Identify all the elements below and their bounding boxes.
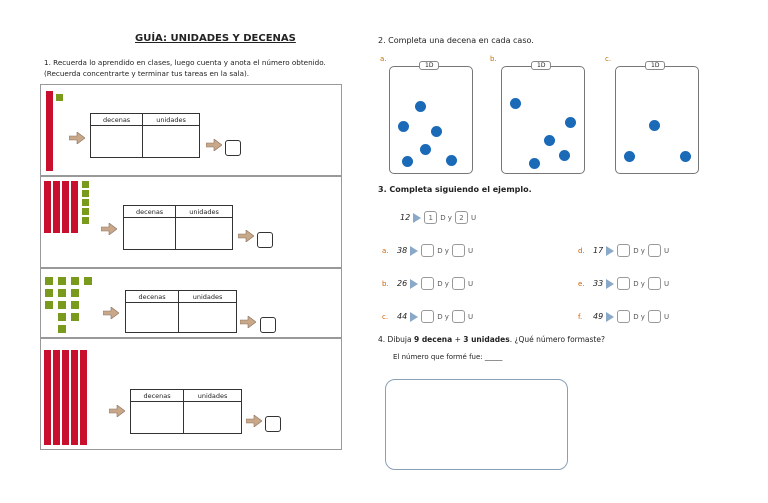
- play-icon: [606, 246, 614, 256]
- dot: [420, 144, 431, 155]
- decena-card-a: [389, 62, 473, 174]
- place-value-table: [90, 113, 200, 158]
- q3-example: [400, 211, 476, 224]
- unidades-cell[interactable]: [143, 126, 200, 158]
- dy-label: D y: [437, 279, 449, 288]
- ten-rod: [44, 350, 51, 445]
- card-tag: 1D: [419, 61, 439, 70]
- ten-rod: [53, 181, 60, 233]
- dot: [649, 120, 660, 131]
- decena-card-b: [501, 62, 585, 174]
- unit-cube: [71, 301, 79, 309]
- u-input-box[interactable]: [648, 244, 661, 257]
- unit-cube: [56, 94, 63, 101]
- answer-box[interactable]: [260, 317, 276, 333]
- unit-cube: [82, 181, 89, 188]
- q4-mid: +: [452, 335, 464, 344]
- u-label: U: [467, 312, 474, 321]
- u-input-box[interactable]: [452, 244, 465, 257]
- item-number: 26: [397, 279, 408, 288]
- unit-cube: [58, 277, 66, 285]
- col-unidades: unidades: [184, 390, 242, 402]
- item-number: 49: [593, 312, 604, 321]
- dot: [529, 158, 540, 169]
- dot: [680, 151, 691, 162]
- dot: [431, 126, 442, 137]
- q2-label-a: a.: [380, 55, 387, 63]
- dot: [544, 135, 555, 146]
- q3-instruction: 3. Completa siguiendo el ejemplo.: [378, 185, 532, 194]
- q1-instructions: [44, 57, 374, 79]
- q4-instruction: [378, 335, 605, 344]
- play-icon: [410, 279, 418, 289]
- d-input-box[interactable]: [421, 244, 434, 257]
- dy-label: D y: [633, 312, 645, 321]
- q1-panel-4: [40, 338, 342, 450]
- dy-label: D y: [437, 312, 449, 321]
- ten-rod: [71, 350, 78, 445]
- q4-prefix: 4. Dibuja: [378, 335, 414, 344]
- dot: [624, 151, 635, 162]
- dot: [559, 150, 570, 161]
- d-input-box[interactable]: [617, 244, 630, 257]
- q4-answer-line: El número que formé fue: _____: [393, 353, 503, 361]
- unit-cube: [58, 289, 66, 297]
- decenas-cell[interactable]: [131, 402, 184, 434]
- ten-rod: [46, 91, 53, 171]
- item-label: f.: [578, 312, 583, 321]
- col-decenas: decenas: [91, 114, 143, 126]
- q3-item-c: [382, 310, 473, 323]
- dot: [565, 117, 576, 128]
- q3-item-b: [382, 277, 473, 290]
- item-number: 44: [397, 312, 408, 321]
- arrow-icon: [240, 316, 256, 328]
- unidades-cell[interactable]: [179, 303, 237, 333]
- unit-cube: [58, 313, 66, 321]
- arrow-icon: [69, 132, 85, 144]
- place-value-table: [130, 389, 242, 434]
- d-input-box[interactable]: [421, 310, 434, 323]
- decenas-cell[interactable]: [124, 218, 176, 250]
- place-value-table: [123, 205, 233, 250]
- q1-line2: (Recuerda concentrarte y terminar tus tareas en la sala).: [44, 69, 250, 78]
- q2-instruction: 2. Completa una decena en cada caso.: [378, 36, 534, 45]
- q2-label-b: b.: [490, 55, 497, 63]
- unit-cube: [82, 208, 89, 215]
- arrow-icon: [103, 307, 119, 319]
- item-number: 38: [397, 246, 408, 255]
- u-input-box[interactable]: [648, 277, 661, 290]
- unit-cube: [58, 301, 66, 309]
- dy-label: D y: [437, 246, 449, 255]
- ten-rod: [62, 181, 69, 233]
- q1-panel-3: [40, 268, 342, 338]
- example-d-box: 1: [424, 211, 437, 224]
- q3-item-e: [578, 277, 669, 290]
- arrow-icon: [109, 405, 125, 417]
- unit-cube: [84, 277, 92, 285]
- unit-cube: [71, 313, 79, 321]
- q4-suffix: . ¿Qué número formaste?: [509, 335, 605, 344]
- dot: [446, 155, 457, 166]
- col-decenas: decenas: [124, 206, 176, 218]
- arrow-icon: [238, 230, 254, 242]
- unit-cube: [71, 289, 79, 297]
- decena-card-c: [615, 62, 699, 174]
- ten-rod: [71, 181, 78, 233]
- arrow-icon: [206, 139, 222, 151]
- dot: [398, 121, 409, 132]
- play-icon: [410, 312, 418, 322]
- item-label: c.: [382, 312, 389, 321]
- u-label: U: [663, 279, 670, 288]
- q2-label-c: c.: [605, 55, 612, 63]
- card-tag: 1D: [645, 61, 665, 70]
- play-icon: [410, 246, 418, 256]
- arrow-icon: [246, 415, 262, 427]
- col-unidades: unidades: [143, 114, 200, 126]
- unit-cube: [58, 325, 66, 333]
- place-value-table: [125, 290, 237, 333]
- unit-cube: [82, 217, 89, 224]
- dot: [402, 156, 413, 167]
- arrow-icon: [101, 223, 117, 235]
- q3-item-d: [578, 244, 669, 257]
- q3-item-f: [578, 310, 669, 323]
- item-number: 33: [593, 279, 604, 288]
- unidades-cell[interactable]: [184, 402, 242, 434]
- dot: [415, 101, 426, 112]
- unit-cube: [82, 190, 89, 197]
- item-label: d.: [578, 246, 585, 255]
- col-unidades: unidades: [179, 291, 237, 303]
- answer-box[interactable]: [257, 232, 273, 248]
- drawing-box[interactable]: [385, 379, 568, 470]
- item-label: a.: [382, 246, 389, 255]
- unit-cube: [71, 277, 79, 285]
- q4-bold1: 9 decena: [413, 335, 453, 344]
- d-input-box[interactable]: [617, 310, 630, 323]
- ten-rod: [53, 350, 60, 445]
- unit-cube: [45, 289, 53, 297]
- item-label: e.: [578, 279, 585, 288]
- dy-label: D y: [633, 246, 645, 255]
- unidades-cell[interactable]: [176, 218, 233, 250]
- col-unidades: unidades: [176, 206, 233, 218]
- example-number: 12: [400, 213, 411, 222]
- dot: [510, 98, 521, 109]
- d-input-box[interactable]: [421, 277, 434, 290]
- dy-label: D y: [633, 279, 645, 288]
- d-input-box[interactable]: [617, 277, 630, 290]
- answer-box[interactable]: [225, 140, 241, 156]
- u-label: U: [663, 312, 670, 321]
- col-decenas: decenas: [131, 390, 184, 402]
- card-tag: 1D: [531, 61, 551, 70]
- item-label: b.: [382, 279, 389, 288]
- unit-cube: [45, 301, 53, 309]
- play-icon: [606, 312, 614, 322]
- u-input-box[interactable]: [452, 310, 465, 323]
- decenas-cell[interactable]: [91, 126, 143, 158]
- col-decenas: decenas: [126, 291, 179, 303]
- u-input-box[interactable]: [648, 310, 661, 323]
- u-label: U: [663, 246, 670, 255]
- q1-panel-2: [40, 176, 342, 268]
- decenas-cell[interactable]: [126, 303, 179, 333]
- u-label: U: [467, 246, 474, 255]
- answer-box[interactable]: [265, 416, 281, 432]
- q1-panel-1: [40, 84, 342, 176]
- q3-item-a: [382, 244, 473, 257]
- unit-cube: [82, 199, 89, 206]
- example-u: U: [470, 213, 477, 222]
- unit-cube: [45, 277, 53, 285]
- example-u-box: 2: [455, 211, 468, 224]
- play-icon: [413, 213, 421, 223]
- ten-rod: [44, 181, 51, 233]
- q1-line1: 1. Recuerda lo aprendido en clases, luego cuenta y anota el número obtenido.: [44, 58, 326, 67]
- example-dy: D y: [440, 213, 452, 222]
- ten-rod: [80, 350, 87, 445]
- item-number: 17: [593, 246, 604, 255]
- u-input-box[interactable]: [452, 277, 465, 290]
- q4-bold2: 3 unidades: [463, 335, 510, 344]
- u-label: U: [467, 279, 474, 288]
- page-title: GUÍA: UNIDADES Y DECENAS: [135, 33, 296, 44]
- ten-rod: [62, 350, 69, 445]
- play-icon: [606, 279, 614, 289]
